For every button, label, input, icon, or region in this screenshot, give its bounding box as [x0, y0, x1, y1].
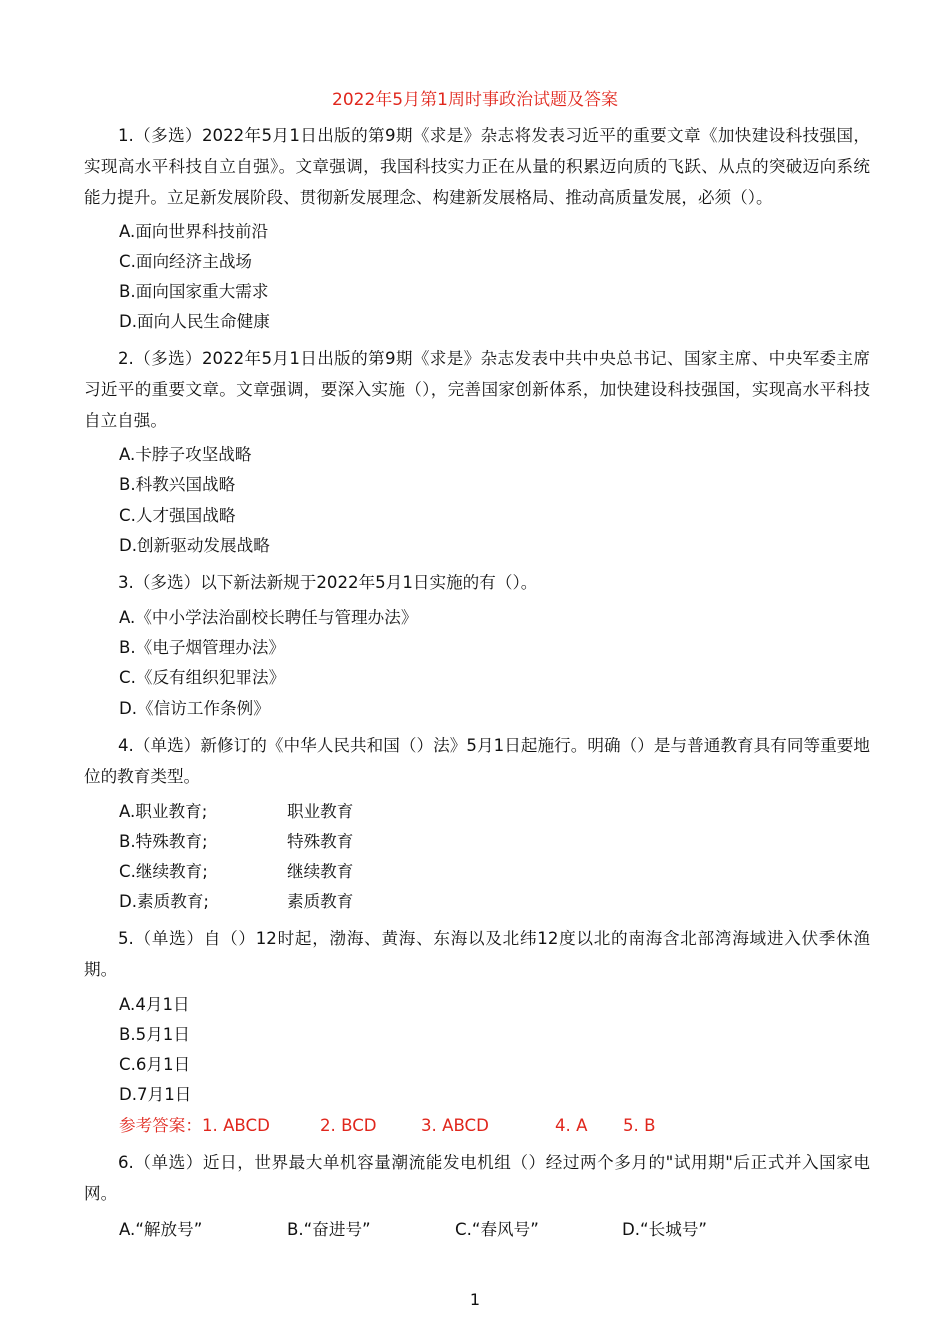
q6-option-b: B.“奋进号” [287, 1220, 371, 1239]
page-number: 1 [469, 1290, 481, 1309]
question-4: 4.（单选）新修订的《中华人民共和国（）法》5月1日起施行。明确（）是与普通教育具有同等重要地位的教育类型。 [84, 736, 870, 786]
q2-option-a: A.卡脖子攻坚战略 [119, 445, 252, 464]
q4-option-c-second: 继续教育 [287, 862, 354, 881]
q3-option-a: A.《中小学法治副校长聘任与管理办法》 [119, 608, 418, 627]
q2-option-b: B.科教兴国战略 [119, 475, 236, 494]
q4-option-c: C.继续教育; [119, 862, 208, 881]
q4-option-d: D.素质教育; [119, 892, 210, 911]
question-2: 2.（多选）2022年5月1日出版的第9期《求是》杂志发表中共中央总书记、国家主席、中央军委主席习近平的重要文章。文章强调，要深入实施（），完善国家创新体系，加快建设科技强国，实现高水平科技自立自强。 [84, 349, 870, 430]
question-3: 3.（多选）以下新法新规于2022年5月1日实施的有（）。 [118, 573, 538, 592]
q1-option-c: C.面向经济主战场 [119, 252, 253, 271]
q4-option-a: A.职业教育; [119, 802, 208, 821]
q1-option-b: B.面向国家重大需求 [119, 282, 269, 301]
answer-3: 3. ABCD [421, 1116, 489, 1135]
q4-option-b: B.特殊教育; [119, 832, 208, 851]
answer-5: 5. B [623, 1116, 656, 1135]
q4-option-d-second: 素质教育 [287, 892, 354, 911]
q5-option-d: D.7月1日 [119, 1085, 192, 1104]
q1-option-d: D.面向人民生命健康 [119, 312, 270, 331]
answer-2: 2. BCD [320, 1116, 377, 1135]
q4-option-b-second: 特殊教育 [287, 832, 354, 851]
q6-option-d: D.“长城号” [622, 1220, 708, 1239]
question-1: 1.（多选）2022年5月1日出版的第9期《求是》杂志将发表习近平的重要文章《加快建设科技强国，实现高水平科技自立自强》。文章强调，我国科技实力正在从量的积累迈向质的飞跃、从点的突破迈向系统能力提升。立足新发展阶段、贯彻新发展理念、构建新发展格局、推动高质量发展，必须（）。 [84, 126, 870, 207]
q3-option-b: B.《电子烟管理办法》 [119, 638, 286, 657]
q5-option-a: A.4月1日 [119, 995, 190, 1014]
q3-option-d: D.《信访工作条例》 [119, 699, 270, 718]
q6-option-c: C.“春风号” [455, 1220, 539, 1239]
page-title: 2022年5月第1周时事政治试题及答案 [332, 90, 618, 110]
q5-option-c: C.6月1日 [119, 1055, 191, 1074]
question-6: 6.（单选）近日，世界最大单机容量潮流能发电机组（）经过两个多月的"试用期"后正式并入国家电网。 [84, 1153, 870, 1203]
answer-4: 4. A [555, 1116, 588, 1135]
q2-option-c: C.人才强国战略 [119, 506, 236, 525]
q2-option-d: D.创新驱动发展战略 [119, 536, 270, 555]
q3-option-c: C.《反有组织犯罪法》 [119, 668, 286, 687]
answer-key-label: 参考答案：1. ABCD [119, 1116, 270, 1135]
question-5: 5.（单选）自（）12时起，渤海、黄海、东海以及北纬12度以北的南海含北部湾海域进入伏季休渔期。 [84, 929, 870, 979]
q1-option-a: A.面向世界科技前沿 [119, 222, 269, 241]
q6-option-a: A.“解放号” [119, 1220, 203, 1239]
q5-option-b: B.5月1日 [119, 1025, 190, 1044]
q4-option-a-second: 职业教育 [287, 802, 354, 821]
